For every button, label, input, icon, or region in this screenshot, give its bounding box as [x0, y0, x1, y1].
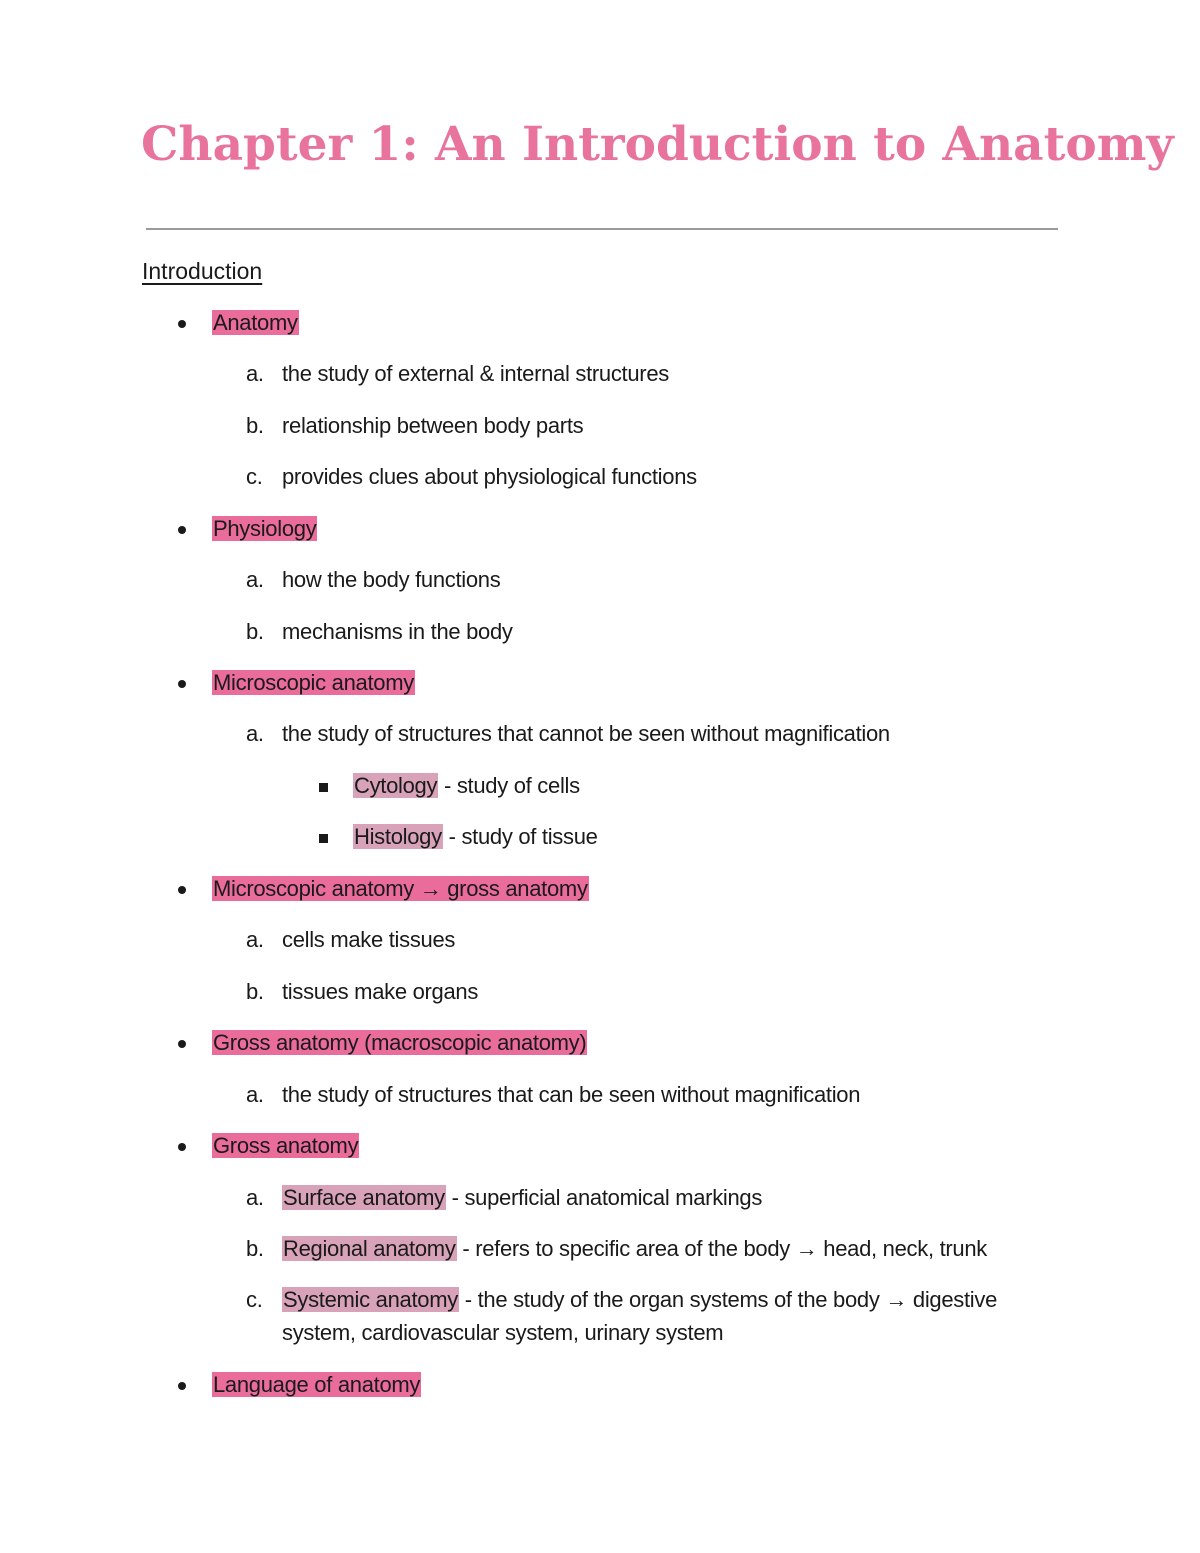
item-text: - refers to specific area of the body → head, neck, trunk — [456, 1236, 987, 1261]
sub-sub-list-item — [353, 820, 598, 854]
list-marker: b. — [246, 979, 264, 1004]
highlighted-subterm: Surface anatomy — [283, 1185, 445, 1210]
item-text: the study of external & internal structures — [282, 361, 669, 386]
sub-list-item — [246, 409, 584, 443]
bullet-icon — [178, 1040, 186, 1048]
item-text: mechanisms in the body — [282, 619, 513, 644]
highlighted-subterm: Regional anatomy — [283, 1236, 456, 1261]
highlighted-term: Anatomy — [213, 310, 298, 335]
sub-list-item — [246, 1232, 987, 1266]
highlighted-term: Gross anatomy (macroscopic anatomy) — [213, 1030, 587, 1055]
item-text: how the body functions — [282, 567, 501, 592]
list-item — [212, 1026, 587, 1060]
list-marker: a. — [246, 567, 264, 592]
list-marker: a. — [246, 1082, 264, 1107]
bullet-icon — [178, 526, 186, 534]
highlighted-subterm: Histology — [354, 824, 442, 849]
item-text: provides clues about physiological functions — [282, 464, 697, 489]
list-item — [212, 1129, 359, 1163]
highlighted-subterm: Cytology — [354, 773, 438, 798]
bullet-icon — [178, 1382, 186, 1390]
sub-list-item — [246, 717, 890, 751]
sub-list-item — [246, 563, 501, 597]
sub-sub-list-item — [353, 769, 580, 803]
bullet-icon — [178, 680, 186, 688]
list-item — [212, 306, 299, 340]
list-marker: b. — [246, 619, 264, 644]
sub-list-item — [246, 460, 697, 494]
list-item — [212, 872, 589, 906]
highlighted-term: Physiology — [213, 516, 317, 541]
sub-list-item — [246, 1078, 861, 1112]
sub-list-item — [246, 975, 479, 1009]
item-text: the study of structures that can be seen without magnification — [282, 1082, 861, 1107]
item-text: - superficial anatomical markings — [445, 1185, 763, 1210]
highlighted-term: Microscopic anatomy — [213, 670, 414, 695]
sub-list-item — [246, 357, 669, 391]
item-text: cells make tissues — [282, 927, 456, 952]
sub-list-item — [246, 1181, 763, 1215]
item-text: relationship between body parts — [282, 413, 584, 438]
list-item — [212, 512, 317, 546]
bullet-icon — [178, 886, 186, 894]
item-text: - study of cells — [438, 773, 580, 798]
list-marker: a. — [246, 1185, 264, 1210]
list-item — [212, 1368, 421, 1402]
list-item — [212, 666, 415, 700]
highlighted-term: Microscopic anatomy → gross anatomy — [213, 876, 588, 901]
list-marker: c. — [246, 464, 263, 489]
item-text: - the study of the organ systems of the body → digestive — [458, 1287, 998, 1312]
list-marker: b. — [246, 1236, 264, 1261]
sub-list-item — [246, 923, 456, 957]
bullet-icon — [178, 1143, 186, 1151]
square-bullet-icon — [319, 834, 328, 843]
bullet-icon — [178, 320, 186, 328]
sub-list-item — [246, 615, 513, 649]
page-title: Chapter 1: An Introduction to Anatomy — [141, 117, 1174, 172]
sub-list-item — [246, 1283, 998, 1317]
list-marker: c. — [246, 1287, 263, 1312]
horizontal-divider — [146, 228, 1058, 230]
item-text: tissues make organs — [282, 979, 479, 1004]
section-heading: Introduction — [142, 258, 263, 284]
list-marker: a. — [246, 927, 264, 952]
list-marker: a. — [246, 361, 264, 386]
highlighted-term: Language of anatomy — [213, 1372, 421, 1397]
list-marker: b. — [246, 413, 264, 438]
highlighted-subterm: Systemic anatomy — [283, 1287, 458, 1312]
highlighted-term: Gross anatomy — [213, 1133, 359, 1158]
list-marker: a. — [246, 721, 264, 746]
item-text: - study of tissue — [442, 824, 598, 849]
sub-list-item-continuation: system, cardiovascular system, urinary system — [282, 1320, 724, 1345]
square-bullet-icon — [319, 783, 328, 792]
item-text: the study of structures that cannot be seen without magnification — [282, 721, 890, 746]
